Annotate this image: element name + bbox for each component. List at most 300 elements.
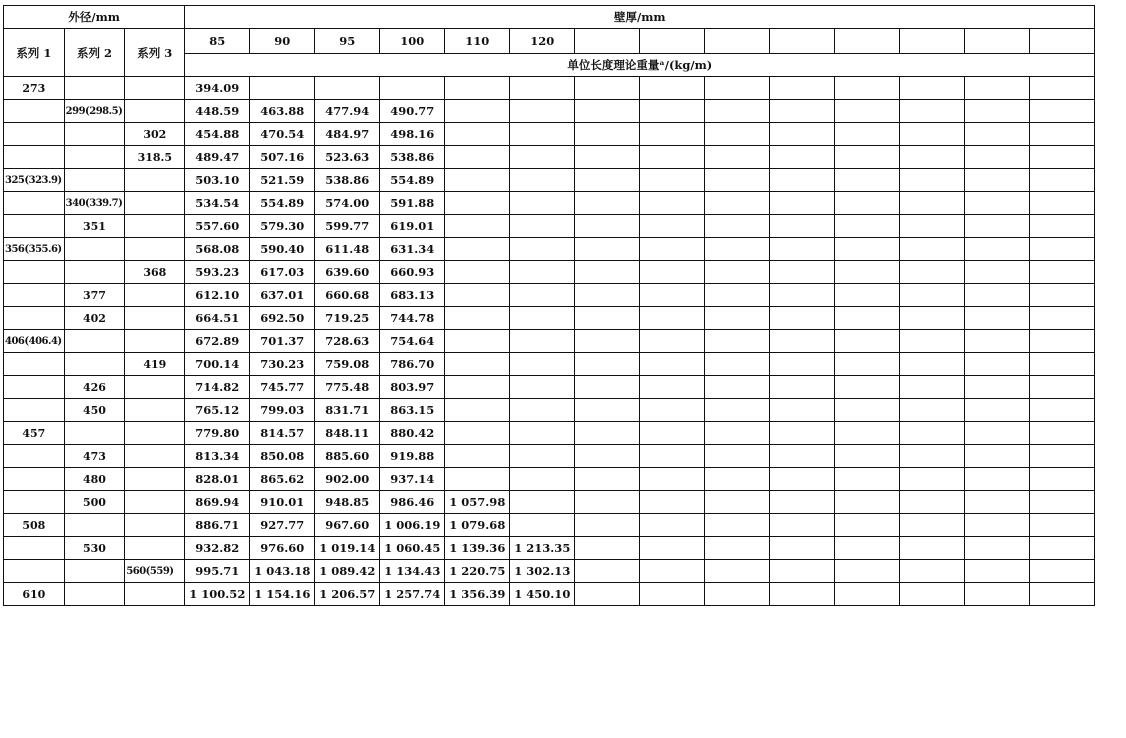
outer-diameter-s3-cell — [125, 422, 185, 445]
empty-cell — [835, 192, 900, 215]
empty-cell — [1030, 307, 1095, 330]
empty-cell — [640, 583, 705, 606]
empty-cell — [640, 169, 705, 192]
outer-diameter-s1-cell — [4, 353, 65, 376]
outer-diameter-s1-cell: 325(323.9) — [4, 169, 65, 192]
empty-cell — [900, 307, 965, 330]
empty-cell — [575, 169, 640, 192]
empty-cell — [965, 445, 1030, 468]
outer-diameter-s1-cell — [4, 192, 65, 215]
empty-cell — [1030, 169, 1095, 192]
weight-cell: 1 006.19 — [380, 514, 445, 537]
empty-cell — [1030, 353, 1095, 376]
outer-diameter-s1-cell — [4, 560, 65, 583]
empty-cell — [900, 514, 965, 537]
weight-cell — [510, 77, 575, 100]
empty-cell — [965, 422, 1030, 445]
weight-cell — [510, 123, 575, 146]
weight-cell: 831.71 — [315, 399, 380, 422]
weight-cell — [445, 330, 510, 353]
thickness-header-empty — [705, 29, 770, 54]
weight-cell: 869.94 — [185, 491, 250, 514]
empty-cell — [640, 261, 705, 284]
empty-cell — [575, 560, 640, 583]
weight-cell: 1 060.45 — [380, 537, 445, 560]
empty-cell — [705, 445, 770, 468]
empty-cell — [900, 284, 965, 307]
empty-cell — [575, 583, 640, 606]
thickness-header-empty — [640, 29, 705, 54]
outer-diameter-s2-cell — [64, 422, 125, 445]
empty-cell — [1030, 215, 1095, 238]
empty-cell — [965, 514, 1030, 537]
empty-cell — [1030, 238, 1095, 261]
empty-cell — [705, 422, 770, 445]
empty-cell — [900, 353, 965, 376]
weight-cell: 639.60 — [315, 261, 380, 284]
weight-cell: 593.23 — [185, 261, 250, 284]
table-row — [4, 468, 1095, 491]
empty-cell — [770, 353, 835, 376]
weight-cell: 910.01 — [250, 491, 315, 514]
empty-cell — [770, 192, 835, 215]
empty-cell — [640, 376, 705, 399]
empty-cell — [965, 284, 1030, 307]
thickness-header-empty — [835, 29, 900, 54]
empty-cell — [575, 284, 640, 307]
empty-cell — [640, 353, 705, 376]
weight-cell: 786.70 — [380, 353, 445, 376]
empty-cell — [705, 468, 770, 491]
empty-cell — [965, 330, 1030, 353]
weight-cell: 745.77 — [250, 376, 315, 399]
table-row — [4, 422, 1095, 445]
empty-cell — [575, 100, 640, 123]
weight-cell: 775.48 — [315, 376, 380, 399]
table-row — [4, 537, 1095, 560]
weight-cell — [510, 215, 575, 238]
empty-cell — [1030, 537, 1095, 560]
outer-diameter-s2-cell — [64, 330, 125, 353]
outer-diameter-s3-cell — [125, 468, 185, 491]
empty-cell — [575, 123, 640, 146]
weight-cell — [510, 192, 575, 215]
outer-diameter-s1-cell: 610 — [4, 583, 65, 606]
thickness-header: 85 — [185, 29, 250, 54]
empty-cell — [835, 100, 900, 123]
empty-cell — [640, 123, 705, 146]
table-row — [4, 192, 1095, 215]
outer-diameter-s1-cell: 273 — [4, 77, 65, 100]
empty-cell — [770, 284, 835, 307]
outer-diameter-s1-cell: 356(355.6) — [4, 238, 65, 261]
weight-cell: 1 043.18 — [250, 560, 315, 583]
empty-cell — [705, 330, 770, 353]
outer-diameter-s3-cell — [125, 169, 185, 192]
weight-cell: 880.42 — [380, 422, 445, 445]
empty-cell — [900, 445, 965, 468]
outer-diameter-s1-cell: 508 — [4, 514, 65, 537]
weight-cell — [510, 261, 575, 284]
empty-cell — [575, 468, 640, 491]
table-row — [4, 100, 1095, 123]
weight-cell: 744.78 — [380, 307, 445, 330]
empty-cell — [640, 77, 705, 100]
weight-cell: 995.71 — [185, 560, 250, 583]
outer-diameter-s2-cell: 473 — [64, 445, 125, 468]
empty-cell — [770, 100, 835, 123]
table-row — [4, 445, 1095, 468]
weight-cell: 1 257.74 — [380, 583, 445, 606]
outer-diameter-s3-cell — [125, 399, 185, 422]
outer-diameter-s3-cell — [125, 491, 185, 514]
empty-cell — [835, 123, 900, 146]
weight-cell — [510, 146, 575, 169]
table-row — [4, 376, 1095, 399]
weight-cell: 1 019.14 — [315, 537, 380, 560]
empty-cell — [640, 192, 705, 215]
empty-cell — [770, 583, 835, 606]
empty-cell — [965, 537, 1030, 560]
thickness-header: 90 — [250, 29, 315, 54]
weight-cell: 683.13 — [380, 284, 445, 307]
empty-cell — [770, 215, 835, 238]
weight-cell: 719.25 — [315, 307, 380, 330]
outer-diameter-s2-cell — [64, 169, 125, 192]
weight-cell: 484.97 — [315, 123, 380, 146]
table-row — [4, 284, 1095, 307]
outer-diameter-s3-cell: 318.5 — [125, 146, 185, 169]
weight-cell: 813.34 — [185, 445, 250, 468]
outer-diameter-s2-cell: 377 — [64, 284, 125, 307]
outer-diameter-s3-cell — [125, 583, 185, 606]
empty-cell — [900, 468, 965, 491]
outer-diameter-s1-cell — [4, 307, 65, 330]
empty-cell — [1030, 560, 1095, 583]
weight-cell — [445, 284, 510, 307]
empty-cell — [900, 376, 965, 399]
empty-cell — [705, 491, 770, 514]
weight-cell — [445, 192, 510, 215]
weight-cell: 394.09 — [185, 77, 250, 100]
weight-cell — [510, 376, 575, 399]
empty-cell — [1030, 583, 1095, 606]
weight-cell: 1 220.75 — [445, 560, 510, 583]
empty-cell — [965, 491, 1030, 514]
empty-cell — [705, 215, 770, 238]
weight-cell: 692.50 — [250, 307, 315, 330]
empty-cell — [900, 192, 965, 215]
empty-cell — [900, 215, 965, 238]
empty-cell — [770, 330, 835, 353]
empty-cell — [835, 330, 900, 353]
weight-cell: 631.34 — [380, 238, 445, 261]
outer-diameter-s2-cell: 480 — [64, 468, 125, 491]
empty-cell — [705, 284, 770, 307]
weight-cell: 538.86 — [380, 146, 445, 169]
weight-cell: 672.89 — [185, 330, 250, 353]
empty-cell — [705, 514, 770, 537]
weight-cell: 454.88 — [185, 123, 250, 146]
empty-cell — [575, 422, 640, 445]
table-row — [4, 353, 1095, 376]
empty-cell — [705, 537, 770, 560]
empty-cell — [640, 284, 705, 307]
empty-cell — [575, 77, 640, 100]
weight-cell — [445, 445, 510, 468]
empty-cell — [640, 330, 705, 353]
weight-cell: 976.60 — [250, 537, 315, 560]
weight-cell: 503.10 — [185, 169, 250, 192]
weight-cell: 660.93 — [380, 261, 445, 284]
empty-cell — [965, 169, 1030, 192]
empty-cell — [1030, 399, 1095, 422]
empty-cell — [900, 77, 965, 100]
outer-diameter-s3-cell — [125, 445, 185, 468]
series-3-header: 系列 3 — [125, 29, 185, 77]
empty-cell — [770, 514, 835, 537]
weight-cell: 448.59 — [185, 100, 250, 123]
empty-cell — [640, 238, 705, 261]
weight-cell: 986.46 — [380, 491, 445, 514]
outer-diameter-s2-cell: 402 — [64, 307, 125, 330]
empty-cell — [770, 468, 835, 491]
outer-diameter-s2-cell — [64, 261, 125, 284]
weight-cell: 1 089.42 — [315, 560, 380, 583]
weight-cell: 1 356.39 — [445, 583, 510, 606]
empty-cell — [900, 100, 965, 123]
empty-cell — [640, 514, 705, 537]
empty-cell — [1030, 468, 1095, 491]
empty-cell — [705, 353, 770, 376]
outer-diameter-s2-cell: 500 — [64, 491, 125, 514]
empty-cell — [1030, 445, 1095, 468]
weight-cell: 765.12 — [185, 399, 250, 422]
table-body — [4, 77, 1095, 606]
weight-cell: 1 057.98 — [445, 491, 510, 514]
outer-diameter-s3-cell: 560(559) — [125, 560, 185, 583]
empty-cell — [835, 514, 900, 537]
weight-cell: 538.86 — [315, 169, 380, 192]
weight-cell: 590.40 — [250, 238, 315, 261]
weight-cell: 759.08 — [315, 353, 380, 376]
empty-cell — [575, 537, 640, 560]
empty-cell — [835, 215, 900, 238]
table-row — [4, 77, 1095, 100]
outer-diameter-s1-cell: 457 — [4, 422, 65, 445]
empty-cell — [770, 491, 835, 514]
weight-cell: 803.97 — [380, 376, 445, 399]
weight-cell — [445, 261, 510, 284]
empty-cell — [575, 146, 640, 169]
weight-cell — [445, 100, 510, 123]
outer-diameter-s3-cell: 419 — [125, 353, 185, 376]
empty-cell — [965, 77, 1030, 100]
outer-diameter-header: 外径/mm — [4, 6, 185, 29]
empty-cell — [900, 560, 965, 583]
weight-cell: 470.54 — [250, 123, 315, 146]
weight-cell — [510, 330, 575, 353]
empty-cell — [835, 261, 900, 284]
thickness-header: 120 — [510, 29, 575, 54]
weight-cell — [445, 169, 510, 192]
empty-cell — [770, 399, 835, 422]
outer-diameter-s3-cell — [125, 284, 185, 307]
weight-cell: 754.64 — [380, 330, 445, 353]
empty-cell — [575, 399, 640, 422]
weight-cell: 521.59 — [250, 169, 315, 192]
empty-cell — [770, 261, 835, 284]
weight-cell: 1 213.35 — [510, 537, 575, 560]
thickness-header: 95 — [315, 29, 380, 54]
empty-cell — [965, 238, 1030, 261]
empty-cell — [965, 560, 1030, 583]
weight-cell — [510, 491, 575, 514]
empty-cell — [835, 537, 900, 560]
outer-diameter-s1-cell — [4, 491, 65, 514]
empty-cell — [770, 77, 835, 100]
weight-cell: 814.57 — [250, 422, 315, 445]
empty-cell — [965, 307, 1030, 330]
weight-cell: 463.88 — [250, 100, 315, 123]
empty-cell — [1030, 100, 1095, 123]
empty-cell — [835, 445, 900, 468]
outer-diameter-s1-cell — [4, 215, 65, 238]
empty-cell — [705, 238, 770, 261]
outer-diameter-s1-cell — [4, 376, 65, 399]
outer-diameter-s2-cell — [64, 146, 125, 169]
empty-cell — [575, 238, 640, 261]
table-row — [4, 583, 1095, 606]
weight-cell — [315, 77, 380, 100]
empty-cell — [770, 560, 835, 583]
empty-cell — [640, 468, 705, 491]
outer-diameter-s3-cell — [125, 514, 185, 537]
weight-cell — [510, 422, 575, 445]
weight-cell — [445, 307, 510, 330]
empty-cell — [1030, 422, 1095, 445]
weight-cell — [445, 353, 510, 376]
table-row — [4, 307, 1095, 330]
empty-cell — [965, 215, 1030, 238]
empty-cell — [1030, 123, 1095, 146]
weight-cell — [380, 77, 445, 100]
empty-cell — [640, 215, 705, 238]
empty-cell — [965, 583, 1030, 606]
empty-cell — [640, 422, 705, 445]
weight-cell: 799.03 — [250, 399, 315, 422]
thickness-header: 100 — [380, 29, 445, 54]
steel-pipe-weight-table — [3, 5, 1095, 606]
outer-diameter-s3-cell — [125, 192, 185, 215]
weight-cell — [445, 123, 510, 146]
empty-cell — [575, 353, 640, 376]
outer-diameter-s2-cell — [64, 238, 125, 261]
thickness-header-empty — [1030, 29, 1095, 54]
thickness-header: 110 — [445, 29, 510, 54]
table-row — [4, 330, 1095, 353]
empty-cell — [835, 146, 900, 169]
empty-cell — [835, 560, 900, 583]
weight-cell — [445, 238, 510, 261]
empty-cell — [1030, 491, 1095, 514]
weight-cell: 902.00 — [315, 468, 380, 491]
weight-cell: 865.62 — [250, 468, 315, 491]
weight-cell — [445, 77, 510, 100]
weight-cell: 611.48 — [315, 238, 380, 261]
empty-cell — [965, 353, 1030, 376]
table-row — [4, 169, 1095, 192]
empty-cell — [1030, 192, 1095, 215]
weight-cell: 932.82 — [185, 537, 250, 560]
weight-cell: 619.01 — [380, 215, 445, 238]
weight-cell: 534.54 — [185, 192, 250, 215]
empty-cell — [640, 146, 705, 169]
empty-cell — [1030, 146, 1095, 169]
weight-cell: 477.94 — [315, 100, 380, 123]
weight-cell — [250, 77, 315, 100]
empty-cell — [965, 376, 1030, 399]
empty-cell — [705, 560, 770, 583]
empty-cell — [900, 583, 965, 606]
empty-cell — [900, 330, 965, 353]
empty-cell — [640, 491, 705, 514]
outer-diameter-s1-cell — [4, 100, 65, 123]
weight-cell: 1 100.52 — [185, 583, 250, 606]
weight-cell: 523.63 — [315, 146, 380, 169]
empty-cell — [575, 491, 640, 514]
table-row — [4, 514, 1095, 537]
empty-cell — [835, 422, 900, 445]
weight-cell: 507.16 — [250, 146, 315, 169]
outer-diameter-s1-cell — [4, 399, 65, 422]
weight-cell — [510, 238, 575, 261]
empty-cell — [835, 77, 900, 100]
weight-cell: 937.14 — [380, 468, 445, 491]
outer-diameter-s2-cell: 351 — [64, 215, 125, 238]
empty-cell — [835, 399, 900, 422]
empty-cell — [965, 468, 1030, 491]
weight-cell — [510, 399, 575, 422]
empty-cell — [965, 100, 1030, 123]
outer-diameter-s1-cell — [4, 261, 65, 284]
empty-cell — [965, 123, 1030, 146]
outer-diameter-s3-cell — [125, 307, 185, 330]
weight-cell: 1 206.57 — [315, 583, 380, 606]
table-row — [4, 560, 1095, 583]
outer-diameter-s1-cell: 406(406.4) — [4, 330, 65, 353]
empty-cell — [575, 330, 640, 353]
weight-cell: 579.30 — [250, 215, 315, 238]
empty-cell — [770, 169, 835, 192]
empty-cell — [900, 146, 965, 169]
outer-diameter-s3-cell — [125, 537, 185, 560]
outer-diameter-s2-cell: 426 — [64, 376, 125, 399]
empty-cell — [705, 146, 770, 169]
empty-cell — [1030, 261, 1095, 284]
weight-cell — [510, 284, 575, 307]
outer-diameter-s2-cell — [64, 353, 125, 376]
empty-cell — [640, 307, 705, 330]
unit-weight-header: 单位长度理论重量ᵃ/(kg/m) — [185, 54, 1095, 77]
outer-diameter-s2-cell: 450 — [64, 399, 125, 422]
outer-diameter-s2-cell — [64, 514, 125, 537]
empty-cell — [835, 583, 900, 606]
outer-diameter-s2-cell: 299(298.5) — [64, 100, 125, 123]
empty-cell — [835, 491, 900, 514]
outer-diameter-s2-cell — [64, 583, 125, 606]
empty-cell — [705, 376, 770, 399]
